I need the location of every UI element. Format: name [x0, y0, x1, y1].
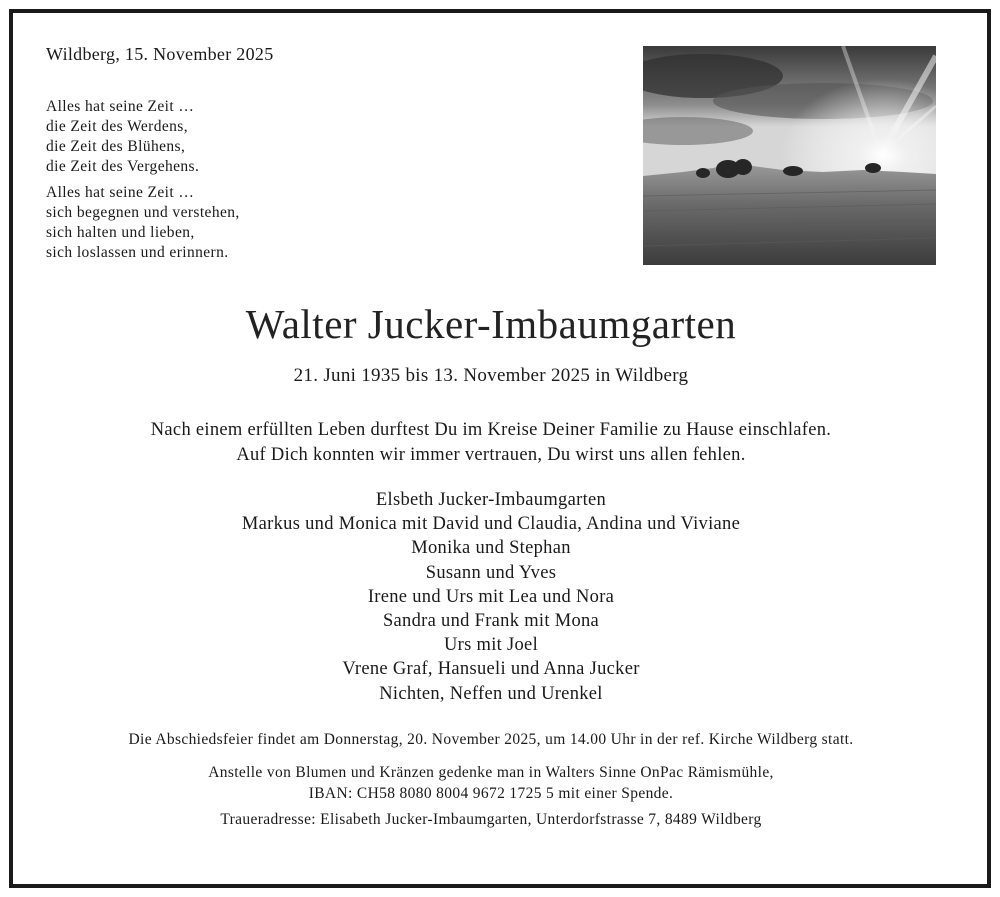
place-date: Wildberg, 15. November 2025 — [46, 44, 274, 64]
donation-notice — [0, 762, 982, 804]
poem-line: Alles hat seine Zeit … — [46, 184, 195, 201]
donation-line: IBAN: CH58 8080 8004 9672 1725 5 mit einer Spende. — [308, 785, 674, 802]
life-dates: 21. Juni 1935 bis 13. November 2025 in Wildberg — [293, 365, 689, 386]
sunset-field-photo — [643, 46, 936, 265]
poem-line: die Zeit des Werdens, — [46, 118, 189, 135]
family-list — [0, 488, 982, 706]
family-member: Markus und Monica mit David und Claudia, Andina und Viviane — [241, 514, 741, 535]
poem-line: die Zeit des Blühens, — [46, 138, 186, 155]
family-member: Nichten, Neffen und Urenkel — [379, 683, 603, 704]
poem-line: sich begegnen und verstehen, — [46, 204, 240, 221]
family-member: Monika und Stephan — [411, 538, 571, 559]
family-member: Urs mit Joel — [443, 635, 539, 656]
poem-stanza-1 — [46, 97, 240, 177]
mourning-address: Traueradresse: Elisabeth Jucker-Imbaumgarten, Unterdorfstrasse 7, 8489 Wildberg — [220, 811, 762, 828]
family-member: Vrene Graf, Hansueli und Anna Jucker — [342, 659, 640, 680]
family-member: Elsbeth Jucker-Imbaumgarten — [375, 490, 607, 510]
poem-line: sich loslassen und erinnern. — [46, 244, 229, 261]
deceased-name: Walter Jucker-Imbaumgarten — [245, 301, 737, 347]
poem-line: die Zeit des Vergehens. — [46, 158, 200, 175]
message-line: Nach einem erfüllten Leben durftest Du im Kreise Deiner Familie zu Hause einschlafen. — [150, 420, 832, 440]
poem-stanza-2 — [46, 183, 240, 263]
donation-line: Anstelle von Blumen und Kränzen gedenke man in Walters Sinne OnPac Rämismühle, — [208, 764, 774, 781]
poem-line: Alles hat seine Zeit … — [46, 98, 195, 115]
poem-line: sich halten und lieben, — [46, 224, 195, 241]
farewell-message — [0, 418, 982, 468]
ceremony-notice: Die Abschiedsfeier findet am Donnerstag, 20. November 2025, um 14.00 Uhr in der ref. Kirche Wildberg statt. — [128, 731, 854, 748]
poem — [46, 97, 240, 269]
family-member: Susann und Yves — [425, 562, 557, 583]
family-member: Sandra und Frank mit Mona — [382, 611, 600, 632]
message-line: Auf Dich konnten wir immer vertrauen, Du wirst uns allen fehlen. — [236, 445, 746, 465]
family-member: Irene und Urs mit Lea und Nora — [367, 586, 615, 607]
